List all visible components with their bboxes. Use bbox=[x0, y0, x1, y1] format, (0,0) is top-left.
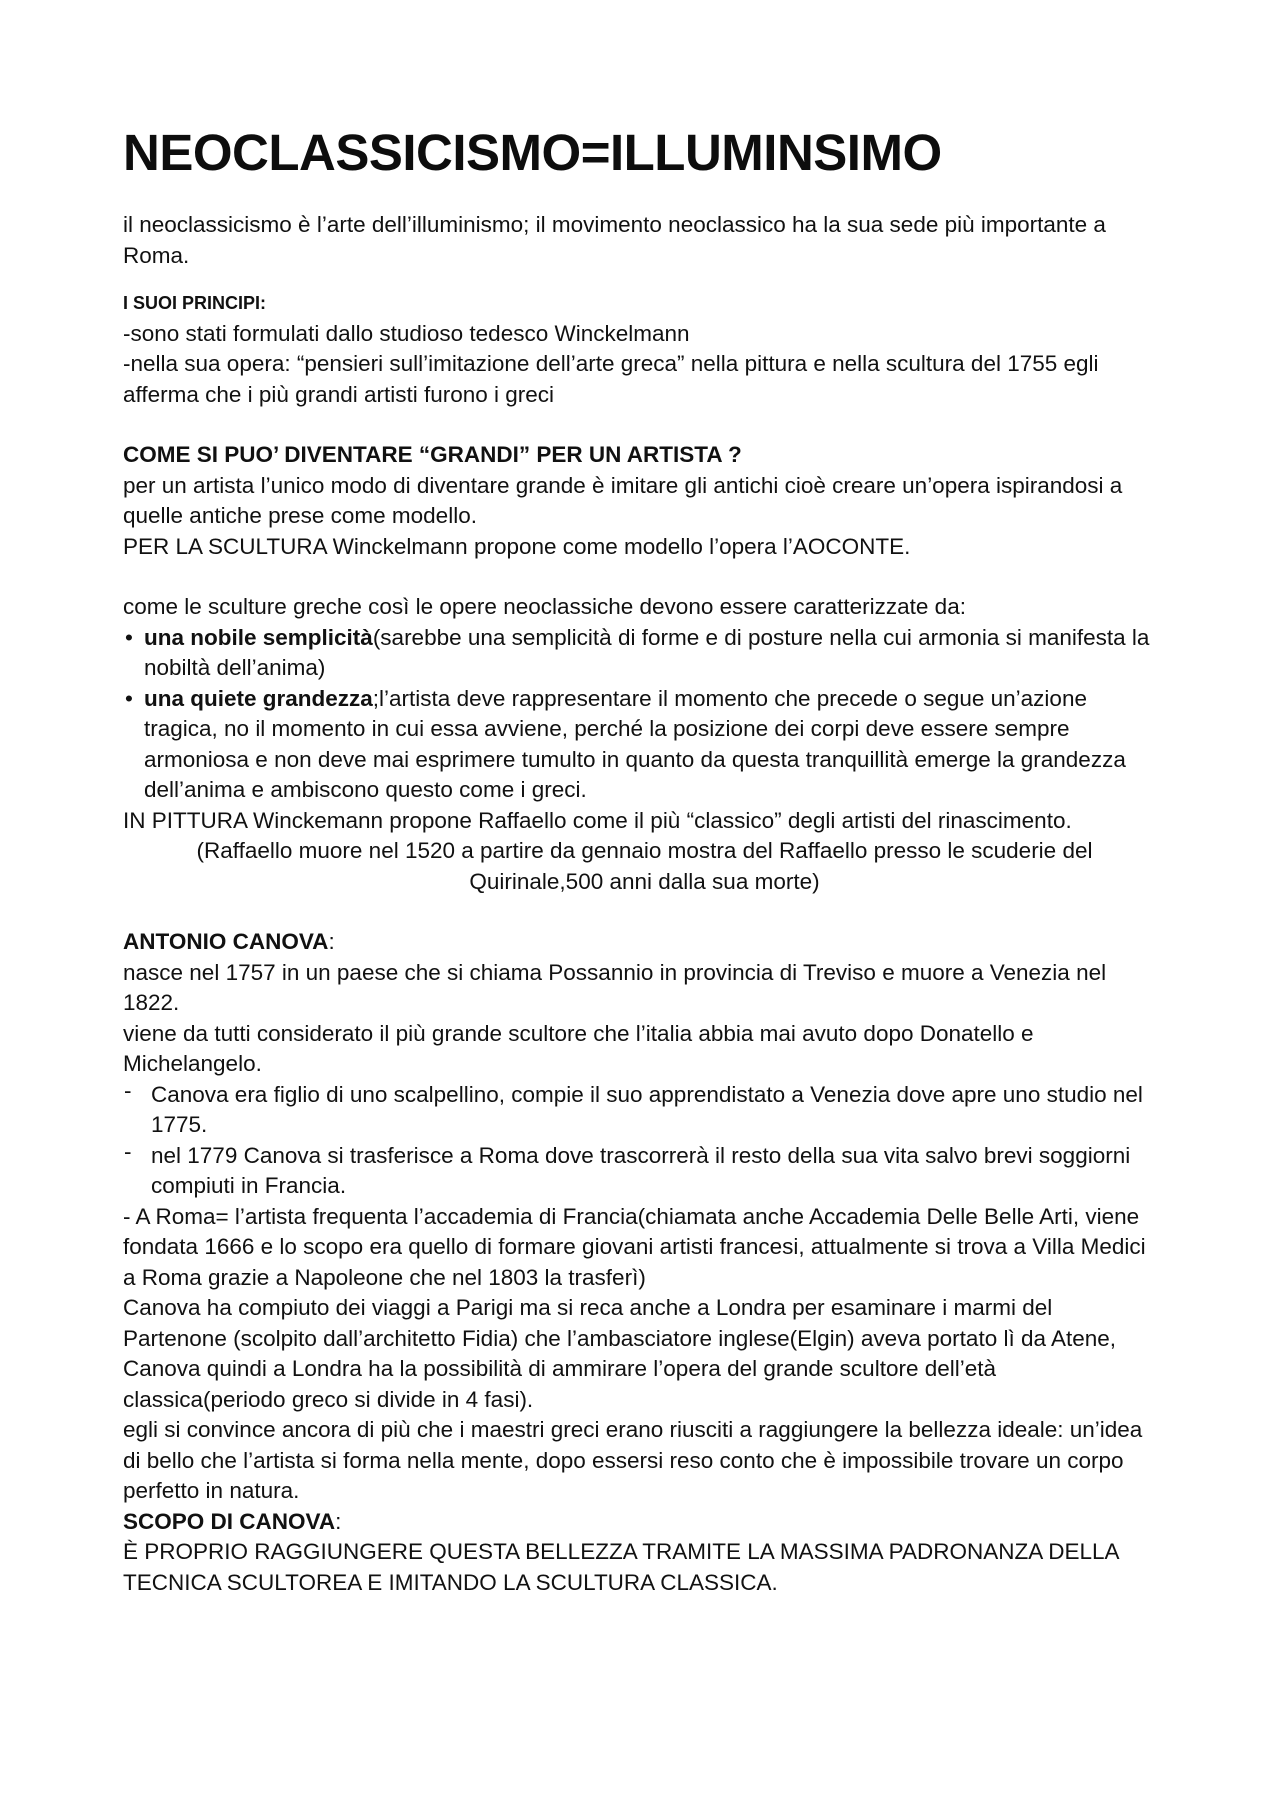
list-item-text: (sarebbe una semplicità di forme e di posture nella cui armonia si manifesta la nobiltà dell’anima) bbox=[144, 624, 1150, 680]
canova-ideal: egli si convince ancora di più che i maestri greci erano riusciti a raggiungere la bellezza ideale: un’idea di bello che l’artista si forma nella mente, dopo essersi reso conto che è impossibile trovare un corpo perfetto in natura. bbox=[123, 1417, 1143, 1503]
principles-line-1: -sono stati formulati dallo studioso tedesco Winckelmann bbox=[123, 320, 690, 346]
canova-colon: : bbox=[328, 929, 335, 954]
become-great-text: per un artista l’unico modo di diventare grande è imitare gli antichi cioè creare un’opera ispirandosi a quelle antiche prese come modello. bbox=[123, 472, 1123, 528]
canova-travels: Canova ha compiuto dei viaggi a Parigi ma si reca anche a Londra per esaminare i marmi del Partenone (scolpito dall’architetto Fidia) che l’ambasciatore inglese(Elgin) aveva portato lì da Atene, Canova quindi a Londra ha la possibilità di ammirare l’opera del grande scultore dell’età classica(periodo greco si divide in 4 fasi). bbox=[123, 1295, 1117, 1412]
list-item bbox=[123, 623, 1162, 684]
intro-paragraph: il neoclassicismo è l’arte dell’illuminismo; il movimento neoclassico ha la sua sede più importante a Roma. bbox=[123, 212, 1106, 268]
canova-rome: - A Roma= l’artista frequenta l’accademia di Francia(chiamata anche Accademia Delle Belle Arti, viene fondata 1666 e lo scopo era quello di formare giovani artisti francesi, attualmente si trova a Villa Medici a Roma grazie a Napoleone che nel 1803 la trasferì) bbox=[123, 1203, 1146, 1290]
canova-heading-line bbox=[123, 927, 1162, 958]
list-item: - Canova era figlio di uno scalpellino, compie il suo apprendistato a Venezia dove apre uno studio nel 1775. bbox=[123, 1080, 1162, 1141]
canova-born: nasce nel 1757 in un paese che si chiama Possannio in provincia di Treviso e muore a Venezia nel 1822. bbox=[123, 959, 1107, 1015]
principles-heading: I SUOI PRINCIPI bbox=[123, 293, 261, 313]
sculpture-model-text: PER LA SCULTURA Winckelmann propone come modello l’opera l’AOCONTE. bbox=[123, 533, 911, 559]
scope-heading-line bbox=[123, 1507, 1162, 1538]
characteristics-list bbox=[123, 623, 1162, 806]
scope-colon: : bbox=[335, 1508, 342, 1534]
principles-line-2: -nella sua opera: “pensieri sull’imitazione dell’arte greca” nella pittura e nella scultura del 1755 egli afferma che i più grandi artisti furono i greci bbox=[123, 351, 1099, 407]
canova-considered: viene da tutti considerato il più grande scultore che l’italia abbia mai avuto dopo Donatello e Michelangelo. bbox=[123, 1020, 1034, 1076]
list-item-bold: una quiete grandezza bbox=[144, 685, 373, 711]
canova-heading: ANTONIO CANOVA bbox=[123, 929, 329, 954]
list-item-bold: una nobile semplicità bbox=[144, 624, 373, 650]
become-great-heading: COME SI PUO’ DIVENTARE “GRANDI” PER UN ARTISTA ? bbox=[123, 442, 742, 467]
raffaello-note: (Raffaello muore nel 1520 a partire da gennaio mostra del Raffaello presso le scuderie del Quirinale,500 anni dalla sua morte) bbox=[196, 838, 1093, 894]
painting-text: IN PITTURA Winckemann propone Raffaello come il più “classico” degli artisti del rinascimento. bbox=[123, 807, 1072, 833]
scope-heading: SCOPO DI CANOVA bbox=[123, 1508, 336, 1534]
characteristics-intro: come le sculture greche così le opere neoclassiche devono essere caratterizzate da: bbox=[123, 594, 966, 619]
canova-dash-list bbox=[123, 1080, 1162, 1202]
principles-colon: : bbox=[260, 293, 267, 313]
list-item bbox=[123, 684, 1162, 806]
principles-heading-line bbox=[123, 287, 1162, 319]
list-item: - nel 1779 Canova si trasferisce a Roma dove trascorrerà il resto della sua vita salvo brevi soggiorni compiuti in Francia. bbox=[123, 1141, 1162, 1202]
page-title: NEOCLASSICISMO=ILLUMINSIMO bbox=[123, 124, 942, 181]
list-item-text: ;l’artista deve rappresentare il momento che precede o segue un’azione tragica, no il momento in cui essa avviene, perché la posizione dei corpi deve essere sempre armoniosa e non deve mai esprimere tumulto in quanto da questa tranquillità emerge la grandezza dell’anima e ambiscono questo come i greci. bbox=[144, 685, 1126, 802]
scope-text: È PROPRIO RAGGIUNGERE QUESTA BELLEZZA TRAMITE LA MASSIMA PADRONANZA DELLA TECNICA SCULTOREA E IMITANDO LA SCULTURA CLASSICA. bbox=[123, 1539, 1119, 1595]
